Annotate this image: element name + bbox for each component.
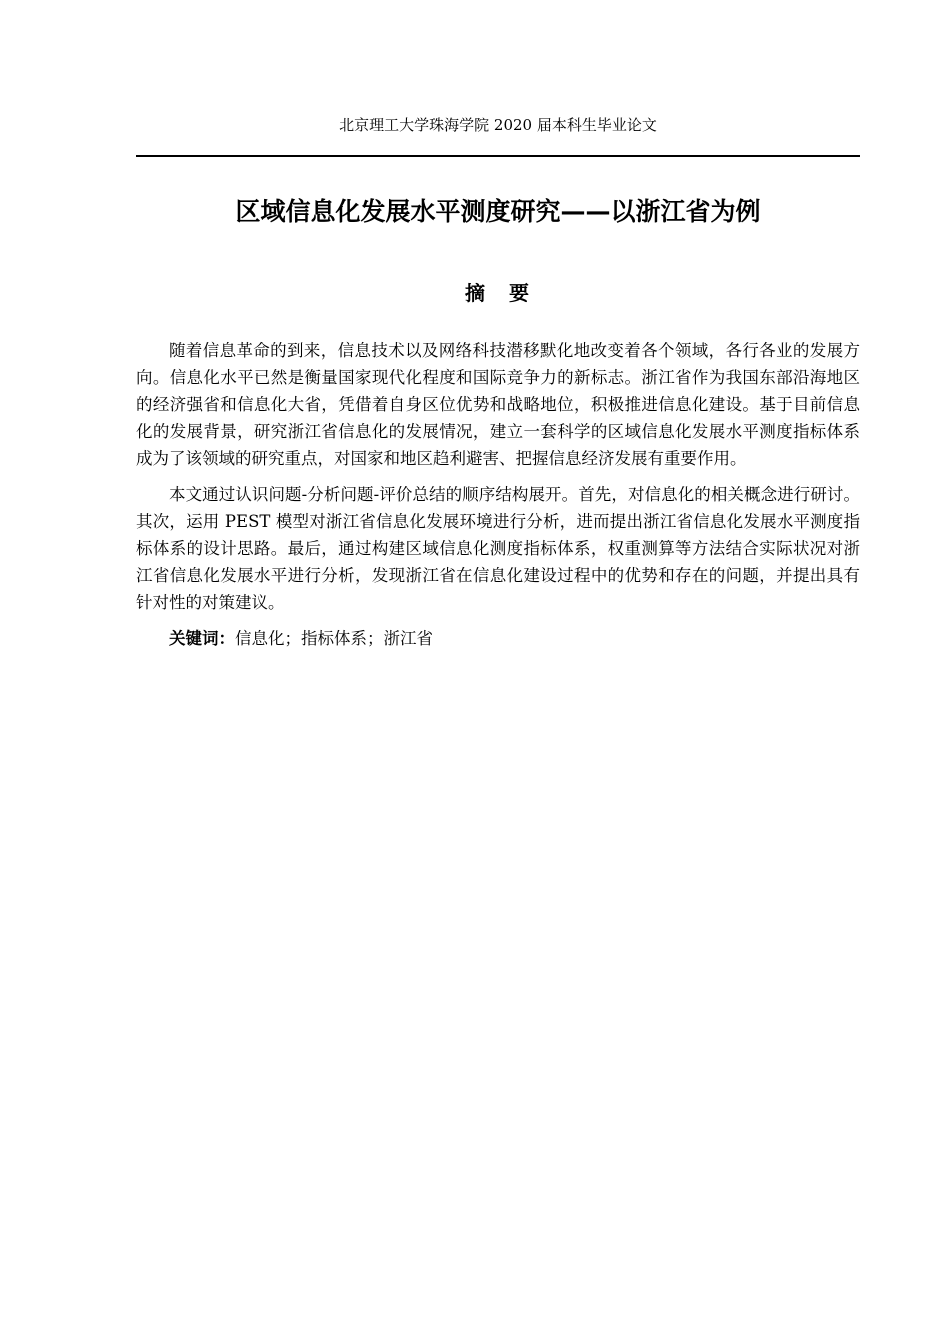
keywords-value: 信息化；指标体系；浙江省: [235, 629, 433, 648]
document-title: 区域信息化发展水平测度研究——以浙江省为例: [235, 197, 761, 226]
abstract-paragraph-2: 本文通过认识问题-分析问题-评价总结的顺序结构展开。首先，对信息化的相关概念进行研讨。其次，运用 PEST 模型对浙江省信息化发展环境进行分析，进而提出浙江省信息化发展水平测度指标体系的设计思路。最后，通过构建区域信息化测度指标体系，权重测算等方法结合实际状况对浙江省信息化发展水平进行分析，发现浙江省在信息化建设过程中的优势和存在的问题，并提出具有针对性的对策建议。: [136, 485, 860, 612]
abstract-paragraph-1: 随着信息革命的到来，信息技术以及网络科技潜移默化地改变着各个领域，各行各业的发展方向。信息化水平已然是衡量国家现代化程度和国际竞争力的新标志。浙江省作为我国东部沿海地区的经济强省和信息化大省，凭借着自身区位优势和战略地位，积极推进信息化建设。基于目前信息化的发展背景，研究浙江省信息化的发展情况，建立一套科学的区域信息化发展水平测度指标体系成为了该领域的研究重点，对国家和地区趋利避害、把握信息经济发展有重要作用。: [136, 341, 860, 468]
page-header: 北京理工大学珠海学院 2020 届本科生毕业论文: [339, 116, 657, 134]
keywords-line: [136, 625, 860, 652]
keywords-label: 关键词：: [169, 629, 235, 648]
header-divider: [136, 155, 860, 157]
abstract-heading: 摘 要: [465, 281, 531, 305]
abstract-body: [136, 337, 860, 661]
